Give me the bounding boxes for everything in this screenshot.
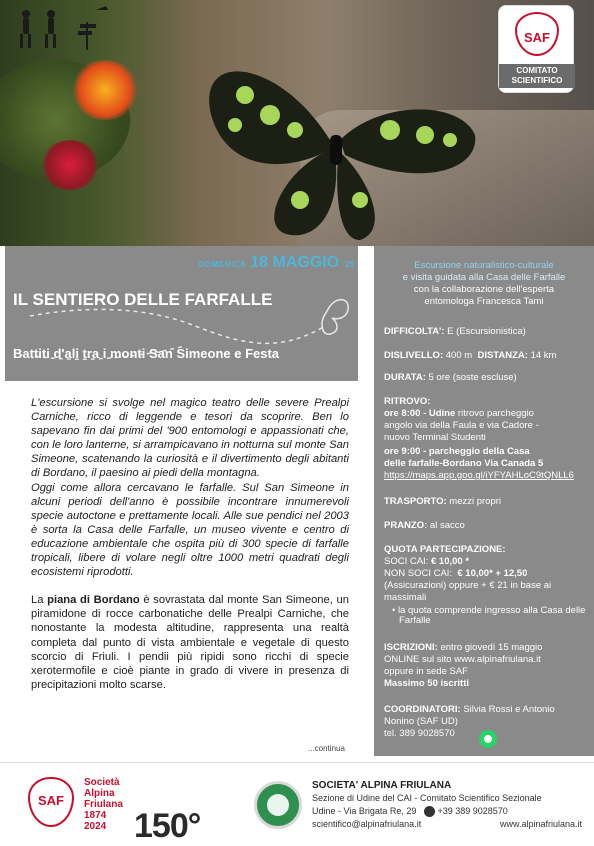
title-panel: [5, 246, 358, 381]
iscrizioni: ISCRIZIONI: entro giovedì 15 maggio: [384, 642, 543, 653]
org-name: SOCIETA' ALPINA FRIULANA: [312, 780, 452, 791]
pranzo: PRANZO: al sacco: [384, 520, 465, 531]
event-date: [199, 254, 354, 272]
flower: [70, 60, 140, 120]
ritrovo-label: RITROVO:: [384, 396, 431, 407]
iscrizioni-sede: oppure in sede SAF: [384, 666, 468, 677]
badge-caption: COMITATO SCIENTIFICO: [499, 64, 575, 88]
dislivello-distanza: DISLIVELLO: 400 m DISTANZA: 14 km: [384, 350, 557, 361]
event-day: DOMENICA: [198, 260, 247, 269]
coordinatori: COORDINATORI: Silvia Rossi e Antonio: [384, 704, 555, 715]
phone-icon: [424, 806, 435, 817]
continua-link[interactable]: ...continua: [308, 744, 345, 753]
iscrizioni-max: Massimo 50 iscritti: [384, 678, 470, 689]
footer: [0, 762, 594, 845]
maps-link[interactable]: https://maps.app.goo.gl/iYFYAHLoC9tQNLL6: [384, 470, 574, 481]
whatsapp-icon[interactable]: [479, 730, 497, 748]
coordinatori-tel: tel. 389 9028570: [384, 728, 455, 739]
organization-info: [312, 779, 582, 831]
event-subtitle: Battiti d'ali tra i monti San Simeone e Festa: [13, 346, 280, 361]
quota-assicurazioni-line2: massimali: [384, 592, 427, 603]
third-paragraph: La piana di Bordano è sovrastata dal monte San Simeone, un piramidone di rocce carbonatiche delle Prealpi Carniche, che nonostante la modesta altitudine, rappresenta una realtà completa dal punto di vista ambientale e vegetale di questo scorcio di Friuli. I pendii più ripidi sono ricchi di specie xerotermofile e cioè piante in grado di vivere in presenza di precipitazioni molto scarse.: [31, 594, 349, 691]
coordinatori-line2: Nonino (SAF UD): [384, 716, 458, 727]
saf-logo-icon: SAF: [28, 777, 74, 827]
butterfly-illustration: [190, 40, 490, 246]
article-body: [31, 396, 349, 692]
ritrovo-udine-line3: nuovo Terminal Studenti: [384, 432, 486, 443]
event-date-main: 18 MAGGIO: [250, 254, 340, 271]
trasporto: TRASPORTO: mezzi propri: [384, 496, 502, 507]
saf-scientific-badge: [498, 5, 574, 93]
comitato-scientifico-logo-icon: [254, 781, 302, 829]
anniversary-150-logo: 150°: [134, 807, 201, 845]
org-email[interactable]: scientifico@alpinafriulana.it: [312, 819, 422, 829]
saf-name: Società Alpina Friulana 1874 2024: [84, 777, 123, 832]
saf-logo-icon: SAF: [515, 12, 559, 56]
org-website[interactable]: www.alpinafriulana.it: [499, 819, 582, 829]
ritrovo-udine-line2: angolo via della Faula e via Cadore -: [384, 420, 539, 431]
flower-red: [40, 140, 100, 190]
quota-soci: SOCI CAI: € 10,00 *: [384, 556, 470, 567]
iscrizioni-online: ONLINE sul sito www.alpinafriulana.it: [384, 654, 541, 665]
quota-label: QUOTA PARTECIPAZIONE:: [384, 544, 506, 555]
quota-assicurazioni: (Assicurazioni) oppure + € 21 in base ai: [384, 580, 552, 591]
ritrovo-udine: ore 8:00 - Udine ritrovo parcheggio: [384, 408, 534, 419]
ritrovo-bordano-line2: delle farfalle-Bordano Via Canada 5: [384, 458, 544, 469]
ritrovo-bordano: ore 9:00 - parcheggio della Casa: [384, 446, 530, 457]
hero-photo: [0, 0, 594, 246]
intro-paragraph: L'escursione si svolge nel magico teatro delle severe Prealpi Carniche, ricco di leggende e tesori da scoprire. Ben lo sapevano fin dai primi del '900 entomologi e appassionati che, con le loro lanterne, si arrampicavano in notturna sul monte San Simeone, scatenando la curiosità e il divertimento degli abitanti di Bordano, il paesino ai piedi della montagna.: [31, 397, 349, 480]
org-address-phone: Udine - Via Brigata Re, 29 +39 389 9028570: [312, 806, 508, 816]
hikers-icon: [6, 4, 116, 54]
details-panel: [374, 246, 594, 756]
quota-note: • la quota comprende ingresso alla Casa delle: [392, 605, 586, 616]
quota-note-line2: Farfalle: [399, 615, 431, 626]
org-section: Sezione di Udine del CAI - Comitato Scientifico Sezionale: [312, 793, 542, 803]
event-year: '25: [343, 260, 354, 269]
second-paragraph: Oggi come allora cercavano le farfalle. Sul San Simeone in alcuni periodi dell'anno è possibile incontrare innumerevoli specie autoctone e prettamente locali. Alle sue pendici nel 2003 è sorta la Casa delle Farfalle, un museo vivente e centro di educazione ambientale che ospita più di 300 specie di farfalle tropicali, libere di volare negli oltre 1000 metri quadrati degli ecosistemi riprodotti.: [31, 481, 349, 579]
quota-non-soci: NON SOCI CAI: € 10,00* + 12,50: [384, 568, 528, 579]
event-title: IL SENTIERO DELLE FARFALLE: [13, 290, 273, 309]
event-summary: Escursione naturalistico-culturale e visita guidata alla Casa delle Farfalle con la collaborazione dell'esperta entomologa Francesca Tami: [402, 260, 566, 307]
durata: DURATA: 5 ore (soste escluse): [384, 372, 517, 383]
difficolta: DIFFICOLTA': E (Escursionistica): [384, 326, 526, 337]
